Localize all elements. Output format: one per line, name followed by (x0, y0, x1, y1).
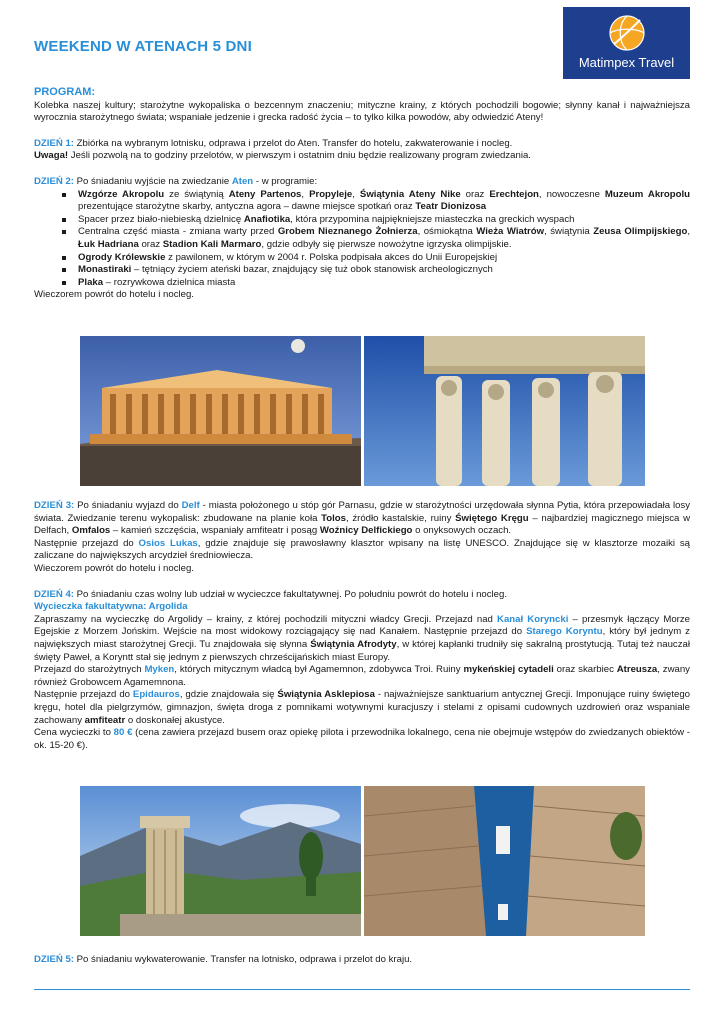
program-heading: PROGRAM: (34, 86, 96, 98)
list-item: Wzgórze Akropolu ze świątynią Ateny Partenos, Propyleje, Świątynia Ateny Nike oraz Erechtejon, nowoczesne Muzeum Akropolu prezentujące starożytne skarby, antyczna agora – dawne miejsce spotkań oraz Teatr Dionizosa (78, 188, 690, 213)
day5-label: DZIEŃ 5: (34, 954, 74, 965)
day3-label: DZIEŃ 3: (34, 500, 75, 511)
day2-list (34, 189, 690, 290)
program-body (34, 86, 690, 302)
day2-section: DZIEŃ 2: Po śniadaniu wyjście na zwiedzanie Aten - w programie: (34, 175, 318, 187)
company-logo (563, 7, 690, 79)
day4-section: DZIEŃ 4: Po śniadaniu czas wolny lub udział w wycieczce fakultatywnej. Po południu powrót do hotelu i nocleg. Wycieczka fakultatywna: Argolida Zapraszamy na wycieczkę do Argolidy – krainy, z której pochodzili mityczni władcy Grecji. Przejazd nad Kanał Koryncki – przesmyk łączący Morze Egejskie z Morzem Jońskim. Wejście na most widokowy rozciągający się nad Kanałem. Następnie przejazd do Starego Koryntu, który był jednym z największych miast starożytnej Grecji. Tu znajdowała się słynna Świątynia Afrodyty, w której kapłanki trudniły się sakralną prostytucją. Tutaj też nauczał święty Paweł, a Koryntt stał się jednym z pierwszych chrześcijańskich miast Europy. Przejazd do starożytnych Myken, których mitycznym władcą był Agamemnon, zdobywca Troi. Ruiny mykeńskiej cytadeli oraz skarbiec Atreusza, zwany również Grobowcem Agamemnona. Następnie przejazd do Epidauros, gdzie znajdowała się Świątynia Asklepiosa - najważniejsze sanktuarium antycznej Grecji. Imponujące ruiny świętego kręgu, hotel dla pielgrzymów, gimnazjon, święta droga z pomnikami wotywnymi kuracjuszy i stelami z opisami cudownych uzdrowień oraz wspaniale zachowany amfiteatr o doskonałej akustyce. Cena wycieczki to 80 € (cena zawiera przejazd busem oraz opiekę pilota i przewodnika lokalnego, cena nie obejmuje wstępów do zwiedzanych obiektów - ok. 15-20 €). (34, 588, 690, 751)
globe-logo-icon (608, 14, 646, 52)
logo-text: Matimpex Travel (578, 55, 675, 70)
list-item: Monastiraki – tętniący życiem ateński bazar, znajdujący się tuż obok stanowisk archeologicznych (78, 264, 690, 277)
day2-label: DZIEŃ 2: (34, 175, 74, 187)
list-item: Centralna część miasta - zmiana warty przed Grobem Nieznanego Żołnierza, ośmiokątna Wieża Wiatrów, świątynia Zeusa Olimpijskiego, Łuk Hadriana oraz Stadion Kali Marmaro, gdzie odbyły się pierwsze nowożytne igrzyska olimpijskie. (78, 226, 690, 250)
caryatids-photo (364, 336, 645, 486)
photo-row-2 (80, 786, 645, 936)
day1-label: DZIEŃ 1: (34, 137, 74, 149)
list-item: Ogrody Królewskie z pawilonem, w którym w 2004 r. Polska podpisała akces do Unii Europejskiej (78, 252, 690, 265)
day3-section: DZIEŃ 3: Po śniadaniu wyjazd do Delf - miasta położonego u stóp gór Parnasu, gdzie w starożytności urzędowała słynna Pytia, która przepowiadała losy świata. Zwiedzanie terenu wykopalisk: zbudowane na planie koła Tolos, źródło kastalskie, ruiny Świętego Kręgu – najbardziej magicznego miejsca w Delfach, Omfalos – kamień szczęścia, wspaniały amfiteatr i posąg Woźnicy Delfickiego o onyksowych oczach. Następnie przejazd do Osios Lukas, gdzie znajduje się prawosławny klasztor wpisany na listę UNESCO. Znajdujące się w klasztorze mozaiki są zaliczane do największych arcydzieł średniowiecza. Wieczorem powrót do hotelu i nocleg. (34, 500, 691, 574)
corinth-canal-photo (364, 786, 645, 936)
list-item: Plaka – rozrywkowa dzielnica miasta (78, 277, 690, 290)
footer-divider (34, 989, 690, 990)
program-intro: Kolebka naszej kultury; starożytne wykopaliska o bezcennym znaczeniu; mityczne krainy, z których pochodzili bogowie; słynny kanał i najważniejsza wyrocznia starożytnego świata; wspaniałe jedzenie i grecka radość życia – to tylko kilka powodów, aby odwiedzić Ateny! (34, 99, 690, 124)
trip-price: 80 € (113, 727, 133, 739)
day2-end: Wieczorem powrót do hotelu i nocleg. (34, 289, 194, 301)
day5-section: DZIEŃ 5: Po śniadaniu wykwaterowanie. Transfer na lotnisko, odprawa i przelot do kraju. (34, 954, 413, 965)
photo-row-1 (80, 336, 645, 486)
day4-label: DZIEŃ 4: (34, 588, 74, 600)
day5-body (34, 954, 690, 967)
note-label: Uwaga! (34, 150, 69, 162)
page-title: WEEKEND W ATENACH 5 DNI (34, 38, 252, 55)
optional-trip-heading: Wycieczka fakultatywna: Argolida (34, 601, 188, 613)
delphi-photo (80, 786, 361, 936)
acropolis-photo (80, 336, 361, 486)
list-item: Spacer przez biało-niebieską dzielnicę Anafiotika, która przypomina najpiękniejsze miasteczka na greckich wyspach (78, 214, 690, 227)
day1-section: DZIEŃ 1: Zbiórka na wybranym lotnisku, odprawa i przelot do Aten. Transfer do hotelu, zakwaterowanie i nocleg. Uwaga! Jeśli pozwolą na to godziny przelotów, w pierwszym i ostatnim dniu będzie realizowany program zwiedzania. (34, 137, 531, 162)
day3-body (34, 500, 690, 752)
